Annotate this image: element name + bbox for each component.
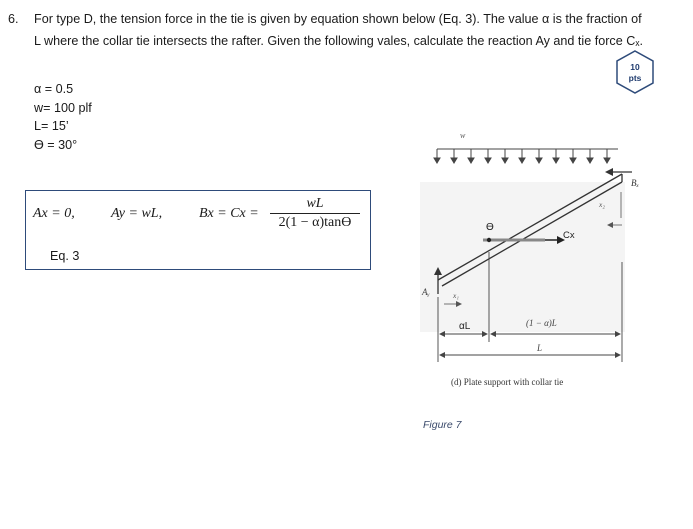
load-label: w [460,131,466,140]
figure-caption: Figure 7 [423,419,462,431]
alpha-l-label: αL [459,321,471,332]
eq-fraction [270,196,360,231]
x1-label: x₁ [453,291,459,300]
figure-7 [400,122,640,402]
eq-bx: Bx = Cx = [199,206,259,221]
eq-ay: Ay = wL, [111,206,163,221]
plate-support-diagram [400,122,640,402]
eq-denominator: 2(1 − α)tanƟ [278,215,352,230]
given-w: w= 100 plf [34,100,92,115]
given-theta: Ɵ = 30° [34,137,78,152]
one-minus-alpha-l-label: (1 − α)L [526,318,557,328]
theta-label: Ɵ [486,222,494,233]
points-value: 10 [630,62,640,72]
equation-label: Eq. 3 [50,249,80,263]
x2-label: x₂ [599,200,605,209]
points-unit: pts [628,73,642,83]
cx-label: Cx [563,230,575,241]
eq-numerator: wL [270,196,360,214]
points-badge [612,62,658,84]
given-alpha: α = 0.5 [34,82,74,96]
question-number: 6. [8,12,19,26]
l-label: L [537,343,543,353]
figure-subcaption: (d) Plate support with collar tie [451,377,564,387]
bx-label: Bₓ [631,178,640,188]
given-values [34,80,92,154]
eq-ax: Ax = 0, [33,206,75,221]
given-l: L= 15’ [34,119,69,133]
ay-label: Aᵧ [422,287,430,297]
question-text: For type D, the tension force in the tie is given by equation shown below (Eq. 3). The value α is the fraction of L where the collar tie intersects the rafter. Given the following vales, calculate the reaction Ay and tie force Cₓ. [34,12,643,48]
